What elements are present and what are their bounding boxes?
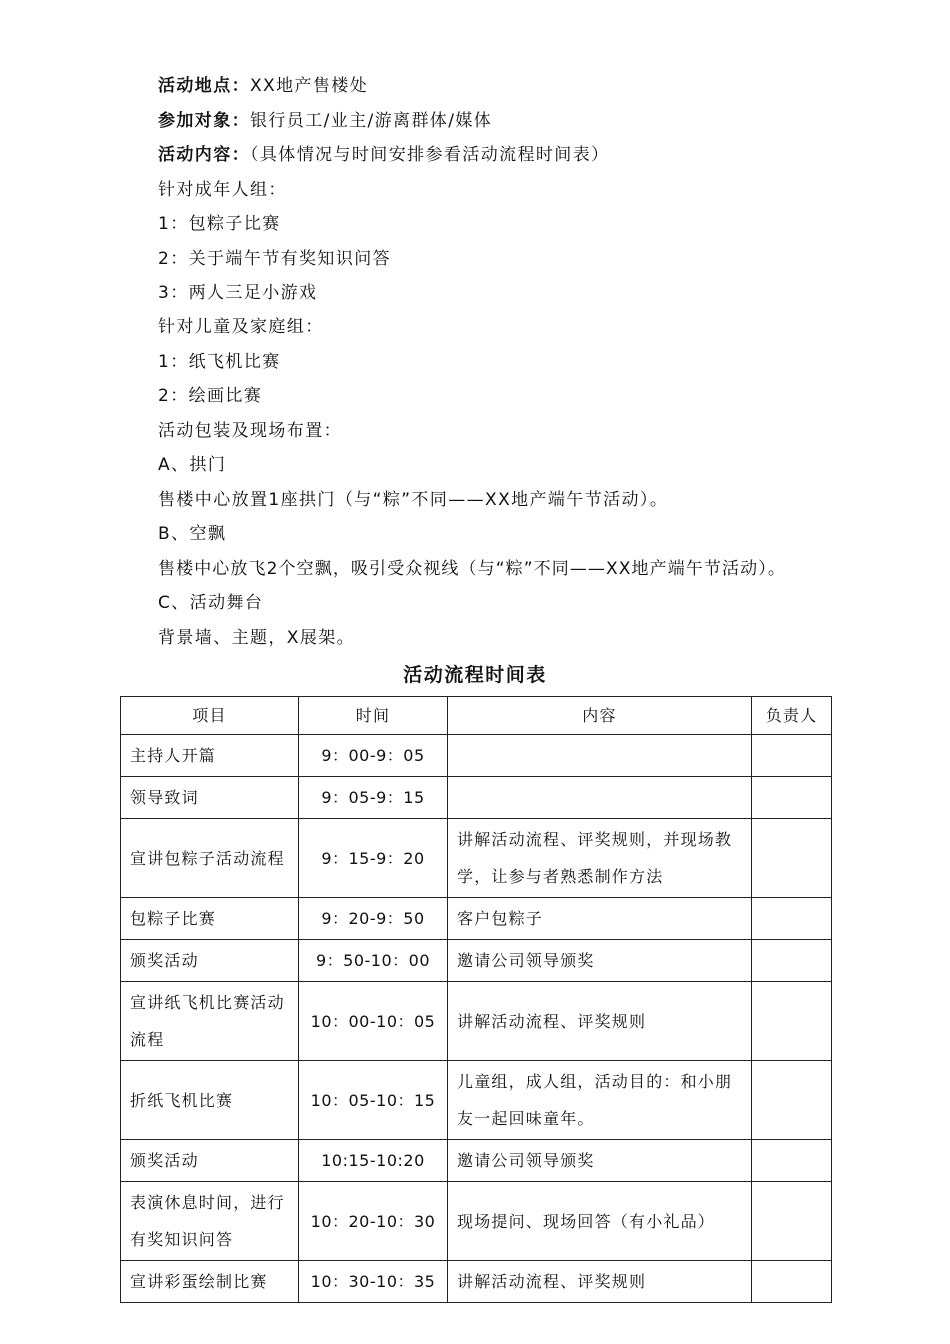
activity-content [158, 143, 610, 167]
row-time: 9：50-10：00 [299, 940, 448, 982]
table-row [121, 898, 832, 940]
participants [158, 109, 492, 133]
row-item: 颁奖活动 [121, 1140, 299, 1182]
row-content: 儿童组，成人组，活动目的：和小朋友一起回味童年。 [448, 1061, 752, 1140]
row-content [448, 735, 752, 777]
schedule-table [120, 696, 832, 1303]
header-content: 内容 [448, 697, 752, 735]
row-content: 邀请公司领导颁奖 [448, 940, 752, 982]
location-value: XX地产售楼处 [250, 76, 369, 96]
row-time: 9：05-9：15 [299, 777, 448, 819]
table-row [121, 940, 832, 982]
table-row [121, 1261, 832, 1303]
participants-value: 银行员工/业主/游离群体/媒体 [250, 111, 493, 131]
content-value: （具体情况与时间安排参看活动流程时间表） [250, 145, 610, 165]
table-row [121, 1140, 832, 1182]
row-content: 客户包粽子 [448, 898, 752, 940]
table-row [121, 1061, 832, 1140]
packaging-a-title: A、拱门 [158, 455, 227, 475]
row-content: 现场提问、现场回答（有小礼品） [448, 1182, 752, 1261]
header-time: 时间 [299, 697, 448, 735]
row-content [448, 777, 752, 819]
row-owner [752, 819, 832, 898]
row-item: 折纸飞机比赛 [121, 1061, 299, 1140]
row-time: 9：00-9：05 [299, 735, 448, 777]
adult-group-heading: 针对成年人组： [158, 180, 287, 200]
location-label: 活动地点： [158, 76, 250, 96]
adult-item-3: 3：两人三足小游戏 [158, 283, 318, 303]
packaging-a-desc: 售楼中心放置1座拱门（与“粽”不同——XX地产端午节活动）。 [158, 490, 669, 510]
row-time: 9：20-9：50 [299, 898, 448, 940]
table-row [121, 777, 832, 819]
row-item: 主持人开篇 [121, 735, 299, 777]
packaging-c-desc: 背景墙、主题，X展架。 [158, 628, 356, 648]
row-content: 讲解活动流程、评奖规则，并现场教学，让参与者熟悉制作方法 [448, 819, 752, 898]
row-time: 10：05-10：15 [299, 1061, 448, 1140]
header-item: 项目 [121, 697, 299, 735]
adult-item-1: 1：包粽子比赛 [158, 214, 281, 234]
packaging-heading: 活动包装及现场布置： [158, 421, 342, 441]
table-row [121, 819, 832, 898]
row-owner [752, 940, 832, 982]
row-time: 9：15-9：20 [299, 819, 448, 898]
row-time: 10:15-10:20 [299, 1140, 448, 1182]
row-owner [752, 898, 832, 940]
row-content: 邀请公司领导颁奖 [448, 1140, 752, 1182]
table-row [121, 735, 832, 777]
packaging-c-title: C、活动舞台 [158, 593, 264, 613]
row-owner [752, 735, 832, 777]
activity-location [158, 74, 368, 98]
participants-label: 参加对象： [158, 111, 250, 131]
row-item: 宣讲包粽子活动流程 [121, 819, 299, 898]
kids-group-heading: 针对儿童及家庭组： [158, 317, 324, 337]
row-item: 包粽子比赛 [121, 898, 299, 940]
kids-item-2: 2：绘画比赛 [158, 386, 263, 406]
schedule-header-row [121, 697, 832, 735]
row-owner [752, 1261, 832, 1303]
kids-item-1: 1：纸飞机比赛 [158, 352, 281, 372]
row-time: 10：20-10：30 [299, 1182, 448, 1261]
packaging-b-title: B、空飘 [158, 524, 227, 544]
schedule-title: 活动流程时间表 [403, 664, 547, 686]
row-owner [752, 1182, 832, 1261]
row-content: 讲解活动流程、评奖规则 [448, 1261, 752, 1303]
row-owner [752, 1140, 832, 1182]
row-item: 宣讲彩蛋绘制比赛 [121, 1261, 299, 1303]
row-owner [752, 777, 832, 819]
row-time: 10：30-10：35 [299, 1261, 448, 1303]
row-time: 10：00-10：05 [299, 982, 448, 1061]
content-label: 活动内容： [158, 145, 250, 165]
header-owner: 负责人 [752, 697, 832, 735]
row-item: 表演休息时间，进行有奖知识问答 [121, 1182, 299, 1261]
table-row [121, 1182, 832, 1261]
row-content: 讲解活动流程、评奖规则 [448, 982, 752, 1061]
row-item: 宣讲纸飞机比赛活动流程 [121, 982, 299, 1061]
adult-item-2: 2：关于端午节有奖知识问答 [158, 249, 392, 269]
packaging-b-desc: 售楼中心放飞2个空飘，吸引受众视线（与“粽”不同——XX地产端午节活动）。 [158, 559, 786, 579]
row-owner [752, 982, 832, 1061]
table-row [121, 982, 832, 1061]
row-item: 领导致词 [121, 777, 299, 819]
row-owner [752, 1061, 832, 1140]
row-item: 颁奖活动 [121, 940, 299, 982]
